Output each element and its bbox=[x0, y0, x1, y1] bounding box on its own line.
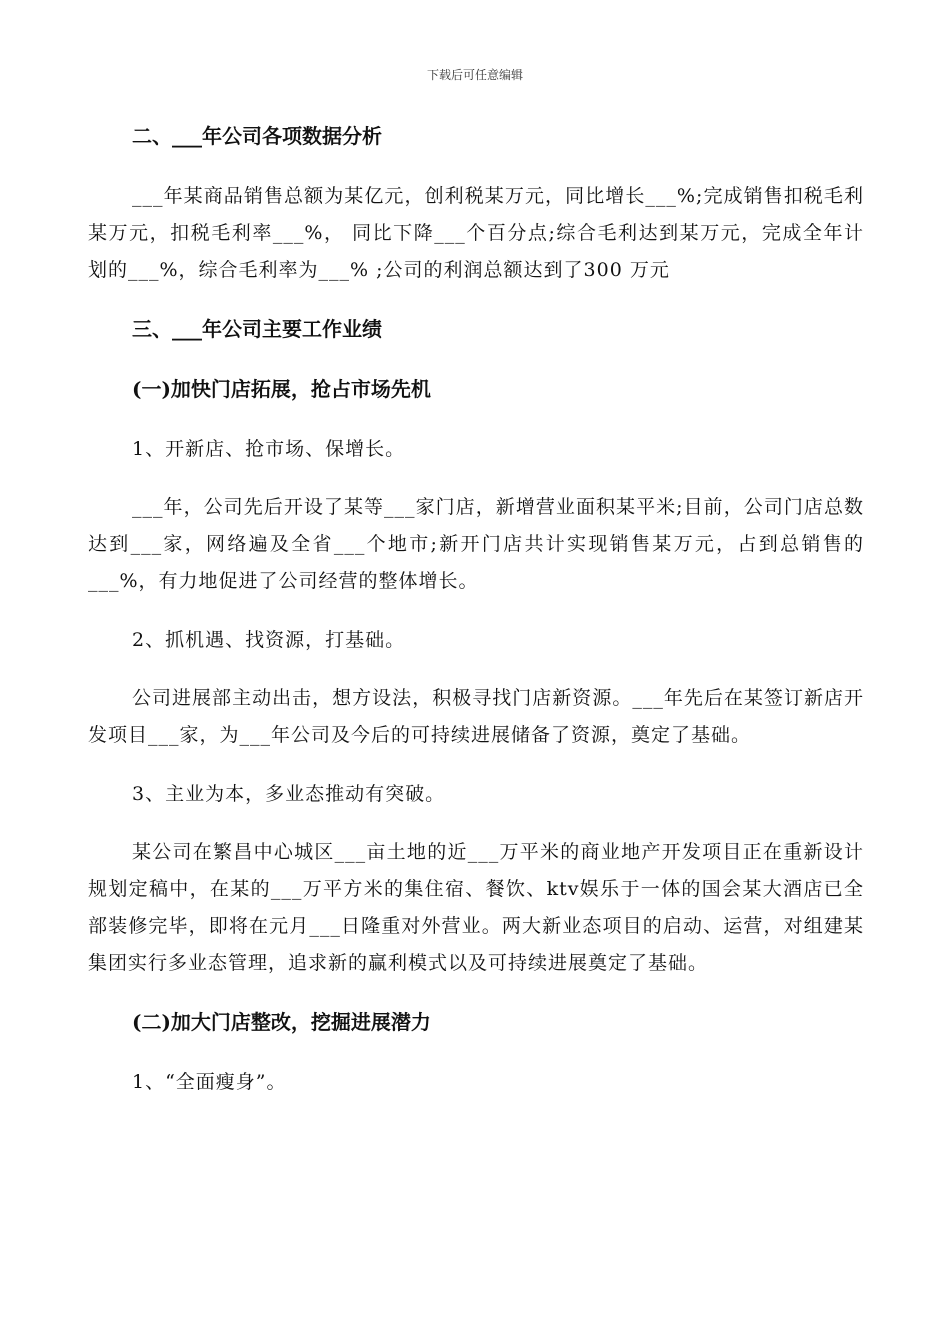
document-body bbox=[88, 118, 864, 1122]
list-item-1: 1、开新店、抢市场、保增长。 bbox=[132, 438, 406, 460]
paragraph-resources: 公司进展部主动出击，想方设法，积极寻找门店新资源。___年先后在某签订新店开发项目___家，为___年公司及今后的可持续进展储备了资源，奠定了基础。 bbox=[88, 687, 864, 746]
section-heading-3: 三、___年公司主要工作业绩 bbox=[132, 317, 382, 341]
subsection-heading-1: (一)加快门店拓展，抢占市场先机 bbox=[132, 377, 431, 401]
paragraph-data-analysis: ___年某商品销售总额为某亿元，创利税某万元，同比增长___%;完成销售扣税毛利某万元，扣税毛利率___%， 同比下降___个百分点;综合毛利达到某万元，完成全年计划的___%，综合毛利率为___% ;公司的利润总额达到了300 万元 bbox=[88, 185, 864, 281]
page-header: 下载后可任意编辑 bbox=[426, 68, 523, 82]
list-item-3: 3、主业为本，多业态推动有突破。 bbox=[132, 783, 446, 805]
paragraph-multi-format: 某公司在繁昌中心城区___亩土地的近___万平米的商业地产开发项目正在重新设计规划定稿中，在某的___万平方米的集住宿、餐饮、ktv娱乐于一体的国会某大酒店已全部装修完毕，即将在元月___日隆重对外营业。两大新业态项目的启动、运营，对组建某集团实行多业态管理，追求新的赢利模式以及可持续进展奠定了基础。 bbox=[88, 841, 864, 974]
section-heading-2: 二、___年公司各项数据分析 bbox=[132, 124, 382, 148]
paragraph-new-stores: ___年，公司先后开设了某等___家门店，新增营业面积某平米;目前，公司门店总数达到___家，网络遍及全省___个地市;新开门店共计实现销售某万元，占到总销售的___%，有力地促进了公司经营的整体增长。 bbox=[88, 496, 864, 592]
list-item-4: 1、“全面瘦身”。 bbox=[132, 1071, 287, 1093]
subsection-heading-2: (二)加大门店整改，挖掘进展潜力 bbox=[132, 1010, 431, 1034]
list-item-2: 2、抓机遇、找资源，打基础。 bbox=[132, 629, 406, 651]
